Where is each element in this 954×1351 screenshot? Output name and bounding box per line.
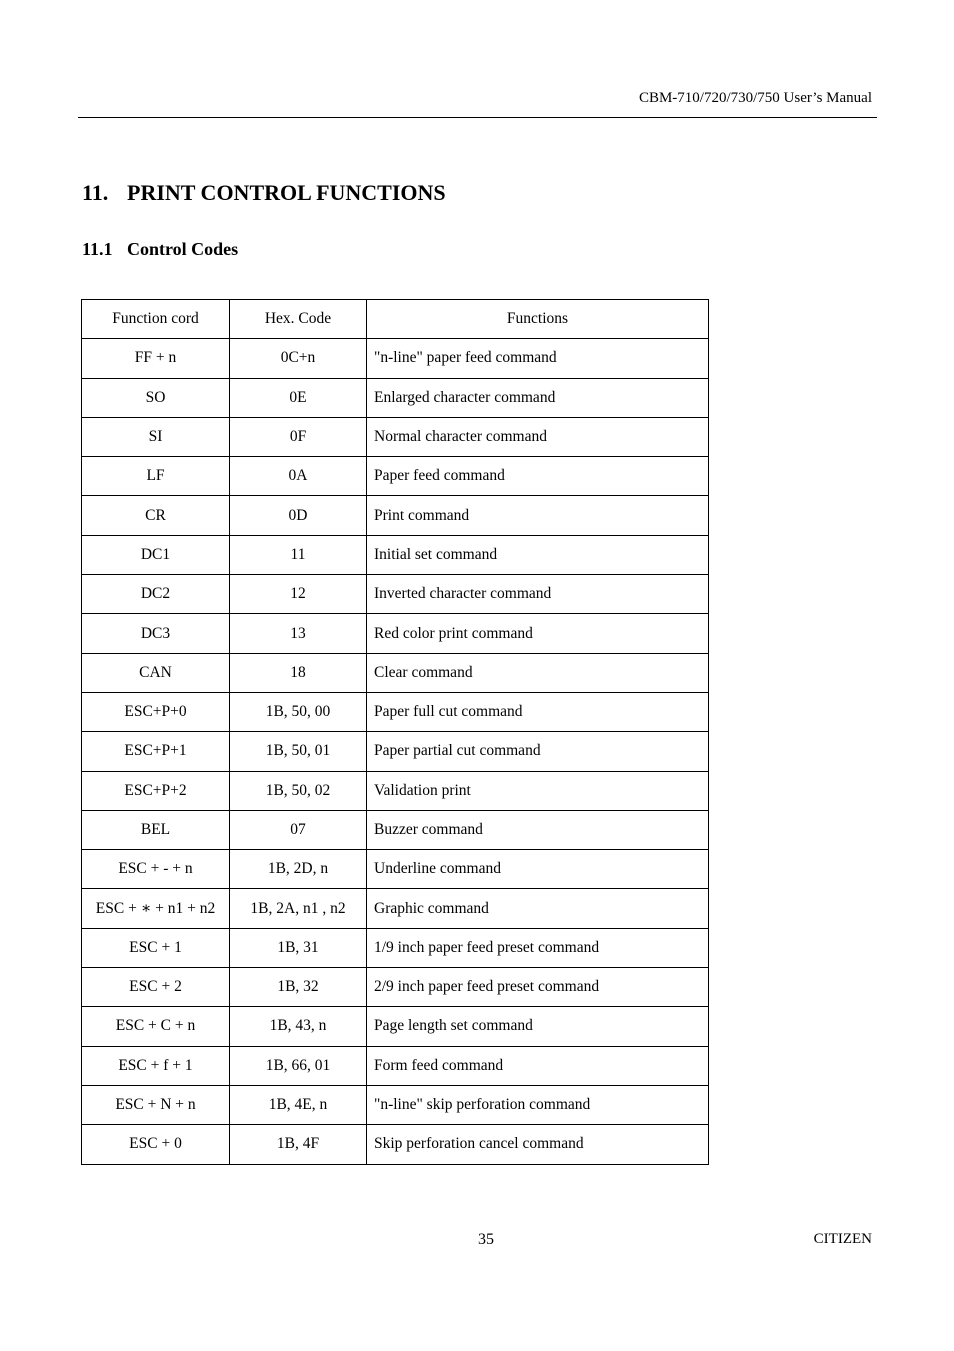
table-row [82, 653, 709, 692]
function-cord-cell: FF + n [82, 339, 230, 378]
function-cord-cell: ESC+P+0 [82, 692, 230, 731]
function-description-cell: Clear command [367, 653, 709, 692]
hex-code-cell: 0E [230, 378, 367, 417]
function-description-cell: Normal character command [367, 417, 709, 456]
function-cord-cell: DC1 [82, 535, 230, 574]
table-header-row [82, 300, 709, 339]
function-cord-cell: ESC + 2 [82, 968, 230, 1007]
function-description-cell: Validation print [367, 771, 709, 810]
function-cord-cell: DC3 [82, 614, 230, 653]
column-header-function-cord: Function cord [82, 300, 230, 339]
hex-code-cell: 0A [230, 457, 367, 496]
function-cord-cell: ESC + f + 1 [82, 1046, 230, 1085]
hex-code-cell: 1B, 50, 00 [230, 692, 367, 731]
function-cord-cell: ESC + ∗ + n1 + n2 [82, 889, 230, 928]
hex-code-cell: 1B, 50, 02 [230, 771, 367, 810]
function-cord-cell: SI [82, 417, 230, 456]
function-description-cell: Enlarged character command [367, 378, 709, 417]
hex-code-cell: 1B, 43, n [230, 1007, 367, 1046]
function-cord-cell: DC2 [82, 575, 230, 614]
table-row [82, 339, 709, 378]
hex-code-cell: 1B, 66, 01 [230, 1046, 367, 1085]
table-row [82, 1046, 709, 1085]
manual-title: CBM-710/720/730/750 User’s Manual [638, 90, 872, 106]
hex-code-cell: 1B, 50, 01 [230, 732, 367, 771]
function-description-cell: Print command [367, 496, 709, 535]
subsection-number: 11.1 [82, 239, 113, 259]
function-description-cell: Graphic command [367, 889, 709, 928]
section-title: PRINT CONTROL FUNCTIONS [127, 180, 446, 205]
table-row [82, 1125, 709, 1164]
hex-code-cell: 11 [230, 535, 367, 574]
table-row [82, 928, 709, 967]
table-row [82, 810, 709, 849]
hex-code-cell: 1B, 4E, n [230, 1085, 367, 1124]
function-description-cell: Skip perforation cancel command [367, 1125, 709, 1164]
subsection-title: Control Codes [127, 239, 239, 259]
function-cord-cell: CAN [82, 653, 230, 692]
table-row [82, 496, 709, 535]
section-number: 11. [82, 180, 109, 205]
function-description-cell: "n-line" skip perforation command [367, 1085, 709, 1124]
section-heading [82, 180, 446, 206]
control-codes-table [81, 299, 709, 1165]
table-row [82, 692, 709, 731]
function-description-cell: Underline command [367, 850, 709, 889]
hex-code-cell: 1B, 2D, n [230, 850, 367, 889]
function-description-cell: Red color print command [367, 614, 709, 653]
hex-code-cell: 0F [230, 417, 367, 456]
function-cord-cell: CR [82, 496, 230, 535]
function-description-cell: Page length set command [367, 1007, 709, 1046]
hex-code-cell: 0D [230, 496, 367, 535]
hex-code-cell: 1B, 4F [230, 1125, 367, 1164]
table-row [82, 575, 709, 614]
function-description-cell: Inverted character command [367, 575, 709, 614]
function-cord-cell: ESC + 0 [82, 1125, 230, 1164]
function-cord-cell: ESC + N + n [82, 1085, 230, 1124]
table-row [82, 968, 709, 1007]
table-row [82, 889, 709, 928]
brand-name: CITIZEN [813, 1231, 872, 1247]
function-description-cell: Paper partial cut command [367, 732, 709, 771]
function-cord-cell: ESC+P+1 [82, 732, 230, 771]
function-cord-cell: ESC + - + n [82, 850, 230, 889]
hex-code-cell: 13 [230, 614, 367, 653]
function-description-cell: Paper feed command [367, 457, 709, 496]
function-description-cell: Form feed command [367, 1046, 709, 1085]
function-description-cell: Initial set command [367, 535, 709, 574]
function-description-cell: 1/9 inch paper feed preset command [367, 928, 709, 967]
hex-code-cell: 1B, 2A, n1 , n2 [230, 889, 367, 928]
page-number: 35 [478, 1231, 494, 1248]
hex-code-cell: 07 [230, 810, 367, 849]
hex-code-cell: 12 [230, 575, 367, 614]
column-header-functions: Functions [367, 300, 709, 339]
function-description-cell: "n-line" paper feed command [367, 339, 709, 378]
hex-code-cell: 18 [230, 653, 367, 692]
table-row [82, 614, 709, 653]
function-description-cell: 2/9 inch paper feed preset command [367, 968, 709, 1007]
header-divider [78, 117, 877, 118]
table-body [82, 339, 709, 1164]
table-row [82, 1007, 709, 1046]
table-row [82, 535, 709, 574]
subsection-heading [82, 239, 238, 260]
function-description-cell: Buzzer command [367, 810, 709, 849]
function-cord-cell: BEL [82, 810, 230, 849]
function-cord-cell: ESC + C + n [82, 1007, 230, 1046]
table-row [82, 850, 709, 889]
table-row [82, 378, 709, 417]
table-row [82, 1085, 709, 1124]
table-row [82, 771, 709, 810]
function-cord-cell: ESC+P+2 [82, 771, 230, 810]
function-description-cell: Paper full cut command [367, 692, 709, 731]
table-row [82, 417, 709, 456]
function-cord-cell: ESC + 1 [82, 928, 230, 967]
table-row [82, 457, 709, 496]
hex-code-cell: 0C+n [230, 339, 367, 378]
hex-code-cell: 1B, 32 [230, 968, 367, 1007]
hex-code-cell: 1B, 31 [230, 928, 367, 967]
table-row [82, 732, 709, 771]
function-cord-cell: LF [82, 457, 230, 496]
function-cord-cell: SO [82, 378, 230, 417]
column-header-hex-code: Hex. Code [230, 300, 367, 339]
